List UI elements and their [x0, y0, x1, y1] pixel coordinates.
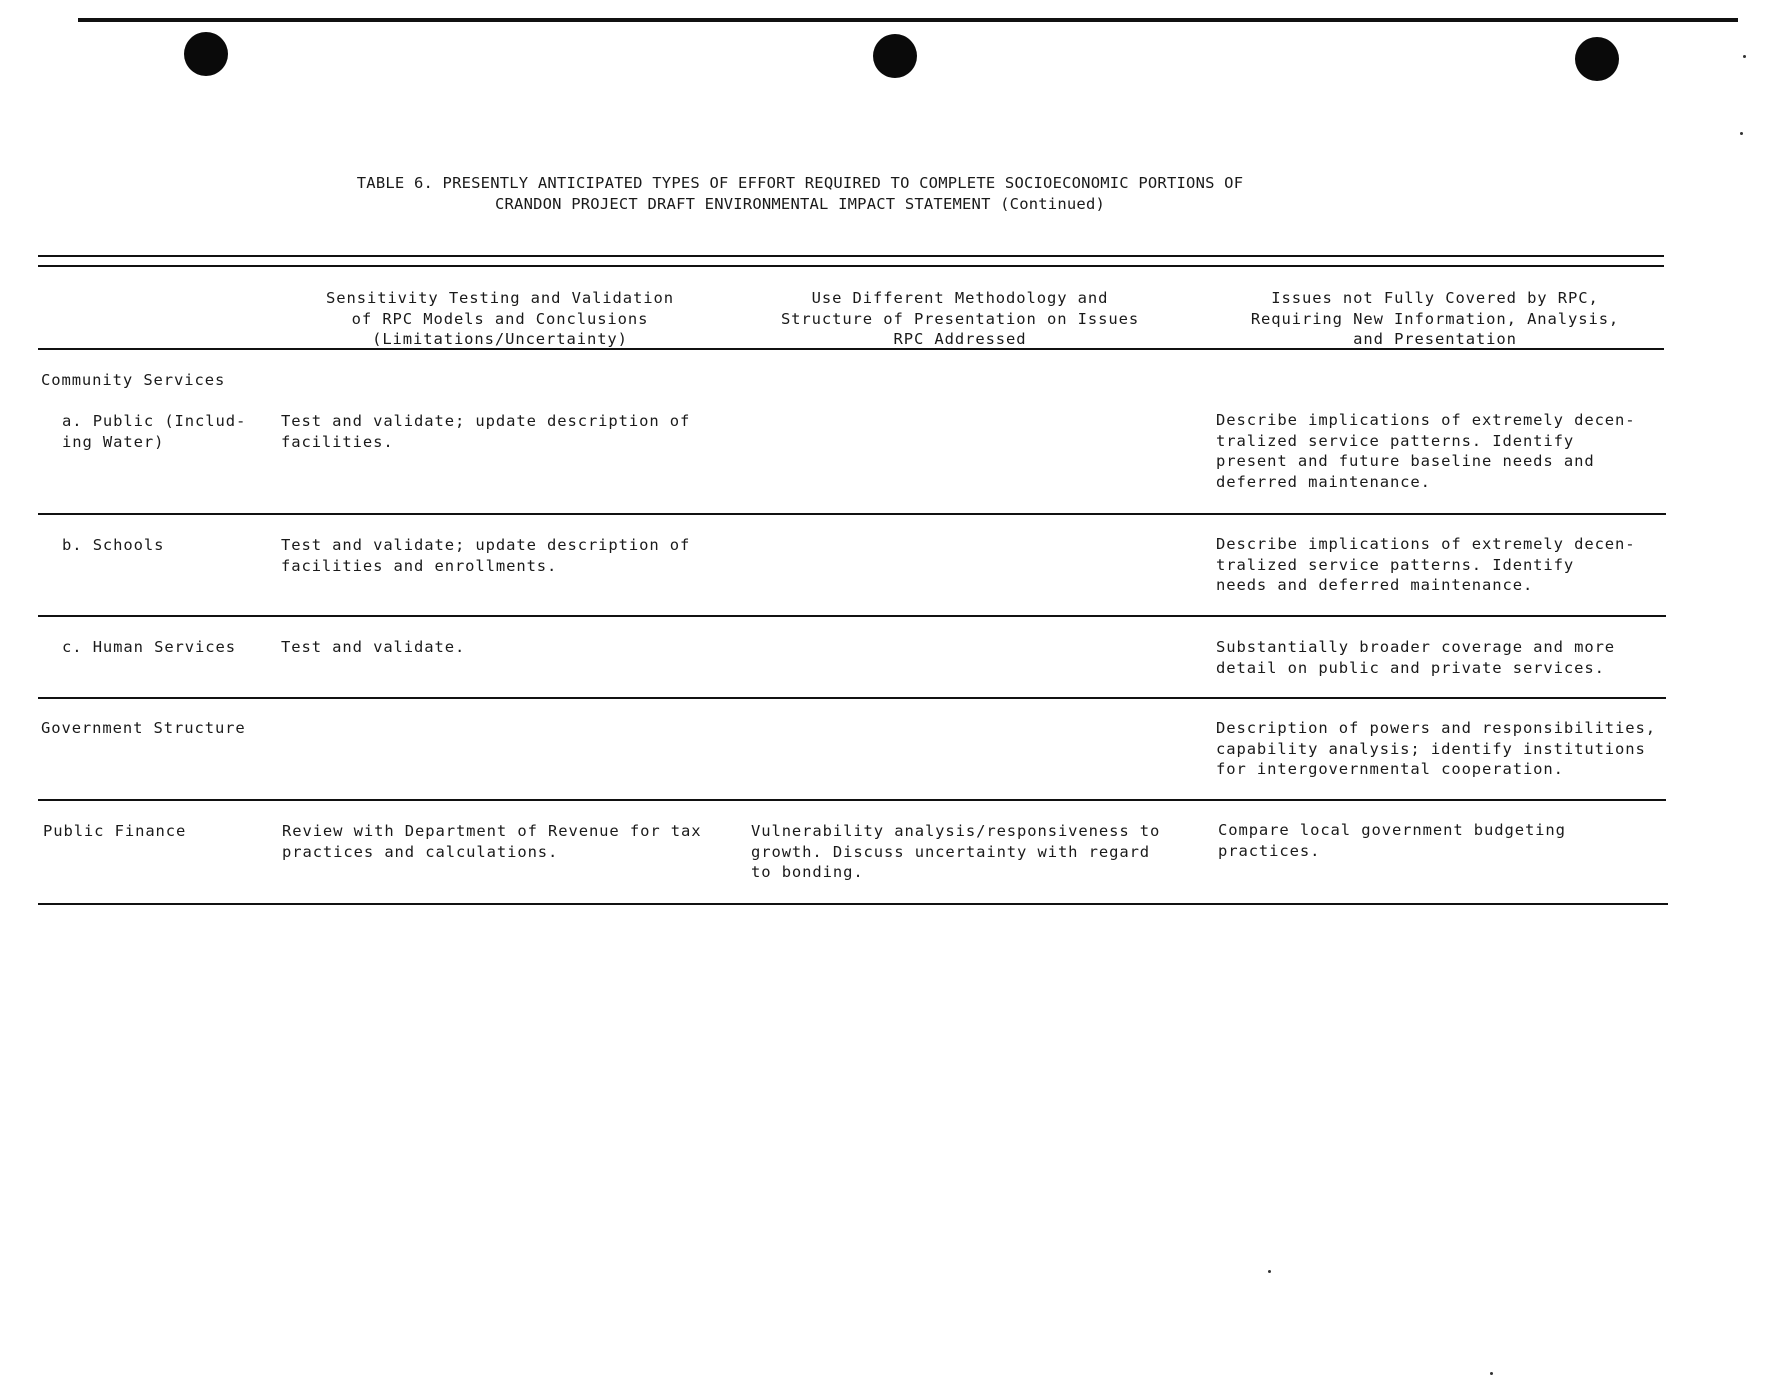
- row-schools-issues: Describe implications of extremely decen- tralized service patterns. Identify needs and deferred maintenance.: [1216, 535, 1636, 594]
- row-schools-sensitivity: Test and validate; update description of facilities and enrollments.: [281, 536, 691, 575]
- row-public-finance-sensitivity: Review with Department of Revenue for tax practices and calculations.: [282, 822, 702, 861]
- scan-speck: [1743, 55, 1746, 58]
- row-divider: [38, 615, 1666, 617]
- row-public-sensitivity: Test and validate; update description of facilities.: [281, 412, 691, 451]
- table-top-rule-2: [38, 265, 1664, 267]
- row-label-schools: b. Schools: [62, 536, 165, 554]
- table-title-line-2: CRANDON PROJECT DRAFT ENVIRONMENTAL IMPACT STATEMENT (Continued): [494, 195, 1106, 213]
- scan-top-edge-line: [78, 18, 1738, 22]
- scan-speck: [1740, 132, 1743, 135]
- row-label-public-finance: Public Finance: [43, 822, 187, 840]
- column-header-issues: Issues not Fully Covered by RPC, Requiring New Information, Analysis, and Presentation: [1250, 289, 1620, 348]
- column-header-methodology: Use Different Methodology and Structure of Presentation on Issues RPC Addressed: [780, 289, 1140, 348]
- table-title-line-1: TABLE 6. PRESENTLY ANTICIPATED TYPES OF EFFORT REQUIRED TO COMPLETE SOCIOECONOMIC PORTIONS OF: [356, 174, 1244, 192]
- row-government-structure-issues: Description of powers and responsibilities, capability analysis; identify institutions for intergovernmental cooperation.: [1216, 719, 1656, 778]
- table-title: [200, 173, 1400, 215]
- table-bottom-rule: [38, 903, 1668, 905]
- scan-speck: [1490, 1372, 1493, 1375]
- scan-speck: [1268, 1270, 1271, 1273]
- row-label-government-structure: Government Structure: [41, 719, 246, 737]
- row-public-finance-issues: Compare local government budgeting practices.: [1218, 821, 1566, 860]
- column-header-sensitivity: Sensitivity Testing and Validation of RPC Models and Conclusions (Limitations/Uncertainty): [326, 289, 674, 348]
- punch-hole-left: [184, 32, 228, 76]
- row-human-services-sensitivity: Test and validate.: [281, 638, 466, 656]
- punch-hole-right: [1575, 37, 1619, 81]
- row-divider: [38, 799, 1666, 801]
- table-top-rule: [38, 255, 1664, 257]
- row-divider: [38, 697, 1666, 699]
- row-public-issues: Describe implications of extremely decen- tralized service patterns. Identify present and future baseline needs and deferred maintenance.: [1216, 411, 1636, 491]
- row-human-services-issues: Substantially broader coverage and more detail on public and private services.: [1216, 638, 1616, 677]
- row-public-finance-methodology: Vulnerability analysis/responsiveness to growth. Discuss uncertainty with regard to bonding.: [751, 822, 1161, 881]
- punch-hole-center: [873, 34, 917, 78]
- section-label-community-services: Community Services: [41, 371, 226, 389]
- row-divider: [38, 513, 1666, 515]
- row-label-public: a. Public (Includ- ing Water): [62, 412, 247, 451]
- header-bottom-rule: [38, 348, 1664, 350]
- row-label-human-services: c. Human Services: [62, 638, 236, 656]
